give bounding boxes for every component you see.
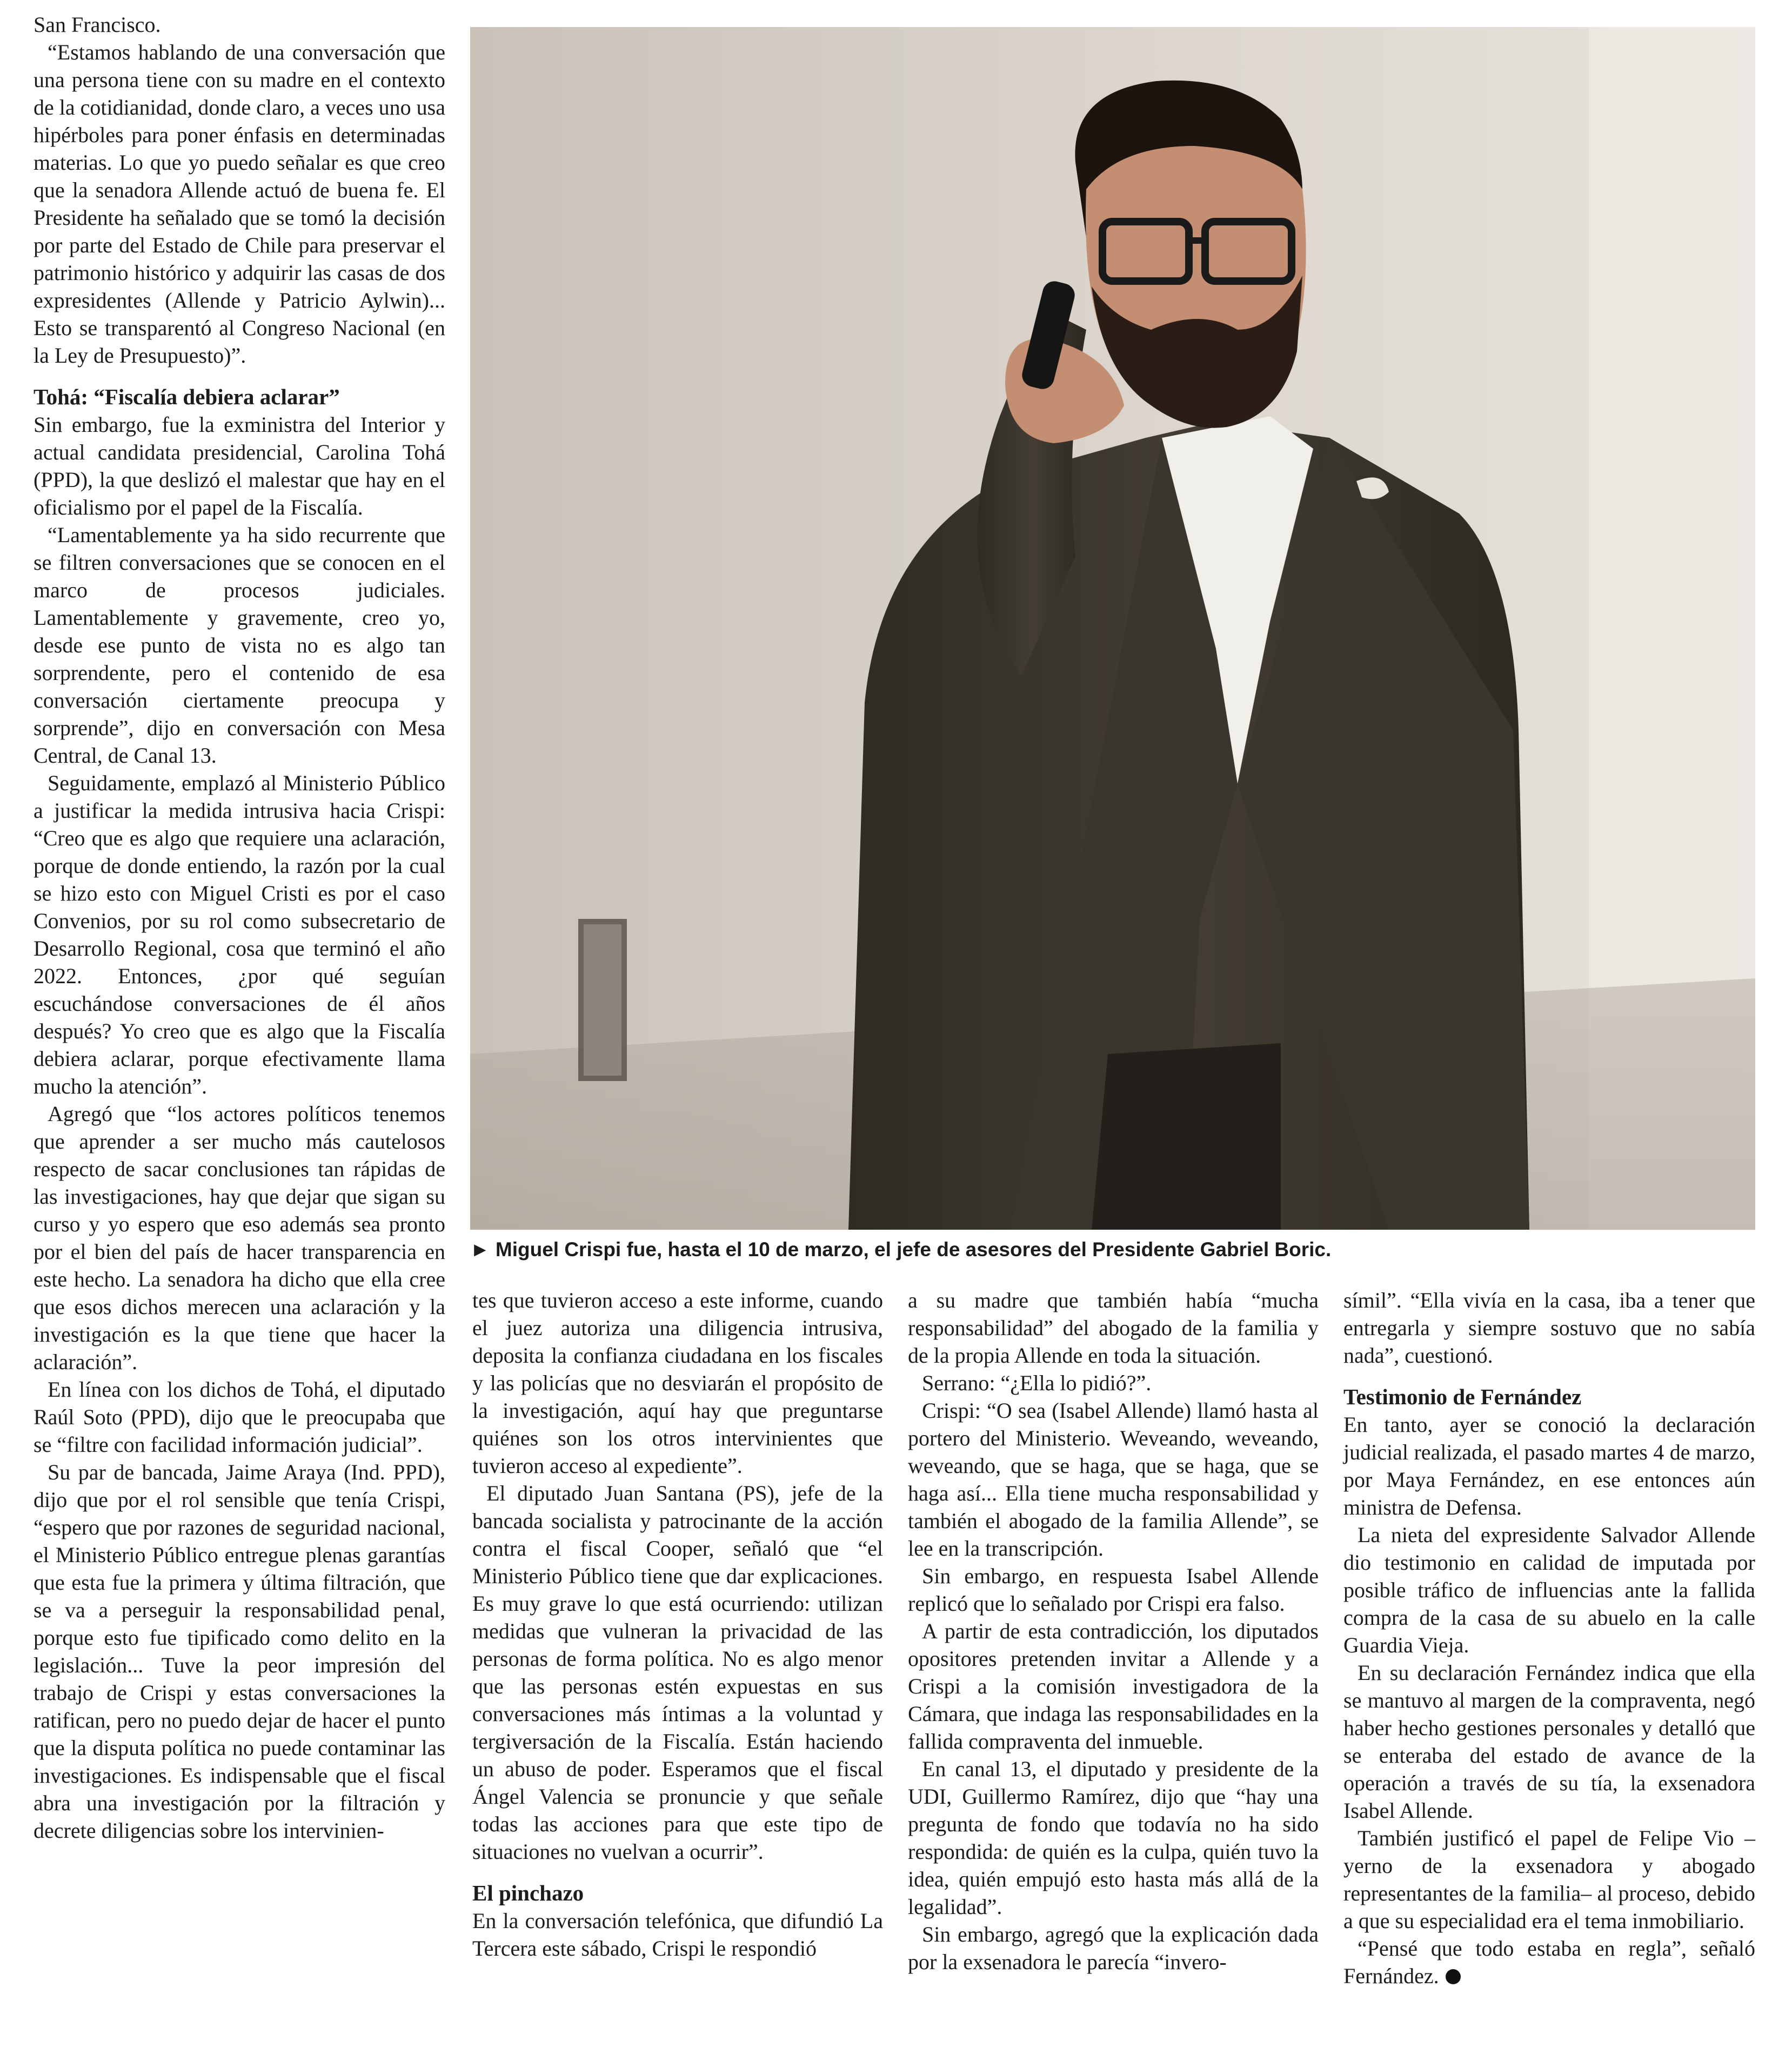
- article-column-3: [908, 1286, 1319, 1976]
- photo-illustration: [470, 27, 1755, 1230]
- paragraph: En su declaración Fernández indica que ella se mantuvo al margen de la compraventa, negó haber hecho gestiones personales y detalló que se enteraba del estado de avance de la operación a través de su tía, la exsenadora Isabel Allende.: [1343, 1660, 1755, 1823]
- paragraph: En línea con los dichos de Tohá, el diputado Raúl Soto (PPD), dijo que le preocupaba que se “filtre con facilidad información judicial”.: [34, 1377, 445, 1457]
- article-photo: [470, 27, 1755, 1230]
- paragraph: a su madre que también había “mucha responsabilidad” del abogado de la familia y de la propia Allende en toda la situación.: [908, 1288, 1319, 1368]
- paragraph: También justificó el papel de Felipe Vio –yerno de la exsenadora y abogado representantes de la familia– al proceso, debido a que su especialidad era el tema inmobiliario.: [1343, 1826, 1755, 1933]
- closing-quote: “Pensé que todo estaba en regla”, señaló Fernández.: [1343, 1936, 1755, 1988]
- paragraph: Serrano: “¿Ella lo pidió?”.: [922, 1371, 1152, 1395]
- section-heading: Testimonio de Fernández: [1343, 1384, 1582, 1409]
- paragraph: Sin embargo, agregó que la explicación dada por la exsenadora le parecía “invero-: [908, 1922, 1319, 1974]
- section-heading: Tohá: “Fiscalía debiera aclarar”: [34, 384, 340, 409]
- section-heading: El pinchazo: [472, 1880, 584, 1905]
- article-column-1: [34, 11, 445, 1844]
- paragraph: San Francisco.: [34, 12, 161, 37]
- paragraph: Su par de bancada, Jaime Araya (Ind. PPD), dijo que por el rol sensible que tenía Crispi, “espero que por razones de seguridad nacional, el Ministerio Público entregue plenas garantías que esta fue la primera y última filtración, que se va a perseguir la responsabilidad penal, porque esto fue tipificado como delito en la legislación... Tuve la peor impresión del trabajo de Crispi y estas conversaciones la ratifican, pero no puedo dejar de hacer el punto que la disputa política no puede contaminar las investigaciones. Es indispensable que el fiscal abra una investigación por la filtración y decrete diligencias sobre los intervinien-: [34, 1460, 445, 1843]
- paragraph: Sin embargo, en respuesta Isabel Allende replicó que lo señalado por Crispi era falso.: [908, 1564, 1319, 1616]
- end-of-article-icon: [1446, 1969, 1461, 1984]
- paragraph: A partir de esta contradicción, los diputados opositores pretenden invitar a Allende y a Crispi a la comisión investigadora de la Cámara, que indaga las responsabilidades en la fallida compraventa del inmueble.: [908, 1619, 1319, 1753]
- paragraph: Seguidamente, emplazó al Ministerio Público a justificar la medida intrusiva hacia Crispi: “Creo que es algo que requiere una aclaración, porque de donde entiendo, la razón por la cual se hizo esto con Miguel Cristi es por el caso Convenios, por su rol como subsecretario de Desarrollo Regional, cosa que terminó el año 2022. Entonces, ¿por qué seguían escuchándose conversaciones de él años después? Yo creo que es algo que la Fiscalía debiera aclarar, porque efectivamente llama mucho la atención”.: [34, 771, 445, 1098]
- article-column-4: [1343, 1286, 1755, 1990]
- paragraph: tes que tuvieron acceso a este informe, cuando el juez autoriza una diligencia intrusiva, deposita la confianza ciudadana en los fiscales y las policías que no desviarán el propósito de la investigación, aquí hay que preguntarse quiénes son los otros intervinientes que tuvieron acceso al expediente”.: [472, 1288, 883, 1478]
- paragraph: símil”. “Ella vivía en la casa, iba a tener que entregarla y siempre sostuvo que no sabía nada”, cuestionó.: [1343, 1288, 1755, 1368]
- paragraph: En tanto, ayer se conoció la declaración judicial realizada, el pasado martes 4 de marzo, por Maya Fernández, en ese entonces aún ministra de Defensa.: [1343, 1412, 1755, 1519]
- paragraph: Crispi: “O sea (Isabel Allende) llamó hasta al portero del Ministerio. Weveando, weveando, weveando, que se haga, que se haga, que se haga así... Ella tiene mucha responsabilidad y también el abogado de la familia Allende”, se lee en la transcripción.: [908, 1398, 1319, 1560]
- paragraph: “Lamentablemente ya ha sido recurrente que se filtren conversaciones que se conocen en el marco de procesos judiciales. Lamentablemente y gravemente, creo yo, desde ese punto de vista no es algo tan sorprendente, pero el contenido de esa conversación ciertamente preocupa y sorprende”, dijo en conversación con Mesa Central, de Canal 13.: [34, 523, 445, 768]
- paragraph: El diputado Juan Santana (PS), jefe de la bancada socialista y patrocinante de la acción contra el fiscal Cooper, señaló que “el Ministerio Público tiene que dar explicaciones. Es muy grave lo que está ocurriendo: utilizan medidas que vulneran la privacidad de las personas de forma política. No es algo menor que las personas estén expuestas en sus conversaciones más íntimas a la voluntad y tergiversación de la Fiscalía. Están haciendo un abuso de poder. Esperamos que el fiscal Ángel Valencia se pronuncie y que señale todas las acciones para que este tipo de situaciones no vuelvan a ocurrir”.: [472, 1481, 883, 1864]
- paragraph: Sin embargo, fue la exministra del Interior y actual candidata presidencial, Carolina Tohá (PPD), la que deslizó el malestar que hay en el oficialismo por el papel de la Fiscalía.: [34, 412, 445, 519]
- paragraph: En canal 13, el diputado y presidente de la UDI, Guillermo Ramírez, dijo que “hay una pregunta de fondo que todavía no ha sido respondida: de quién es la culpa, quién tuvo la idea, quién empujó esto hasta más allá de la legalidad”.: [908, 1757, 1319, 1919]
- article-column-2: [472, 1286, 883, 1962]
- paragraph: “Estamos hablando de una conversación que una persona tiene con su madre en el contexto de la cotidianidad, donde claro, a veces uno usa hipérboles para poner énfasis en determinadas materias. Lo que yo puedo señalar es que creo que la senadora Allende actuó de buena fe. El Presidente ha señalado que se tomó la decisión por parte del Estado de Chile para preservar el patrimonio histórico y adquirir las casas de dos expresidentes (Allende y Patricio Aylwin)... Esto se transparentó al Congreso Nacional (en la Ley de Presupuesto)”.: [34, 40, 445, 368]
- paragraph: En la conversación telefónica, que difundió La Tercera este sábado, Crispi le respondió: [472, 1909, 883, 1960]
- paragraph: La nieta del expresidente Salvador Allende dio testimonio en calidad de imputada por posible tráfico de influencias ante la fallida compra de la casa de su abuelo en la calle Guardia Vieja.: [1343, 1523, 1755, 1657]
- paragraph: Agregó que “los actores políticos tenemos que aprender a ser mucho más cautelosos respecto de sacar conclusiones tan rápidas de las investigaciones, hay que dejar que sigan su curso y yo espero que eso además sea pronto por el bien del país de hacer transparencia en este hecho. La senadora ha dicho que ella cree que esos dichos merecen una aclaración y la investigación es la que tiene que hacer la aclaración”.: [34, 1102, 445, 1374]
- paragraph: [1343, 1935, 1755, 1990]
- photo-caption: ► Miguel Crispi fue, hasta el 10 de marzo, el jefe de asesores del Presidente Gabriel Boric.: [470, 1238, 1332, 1261]
